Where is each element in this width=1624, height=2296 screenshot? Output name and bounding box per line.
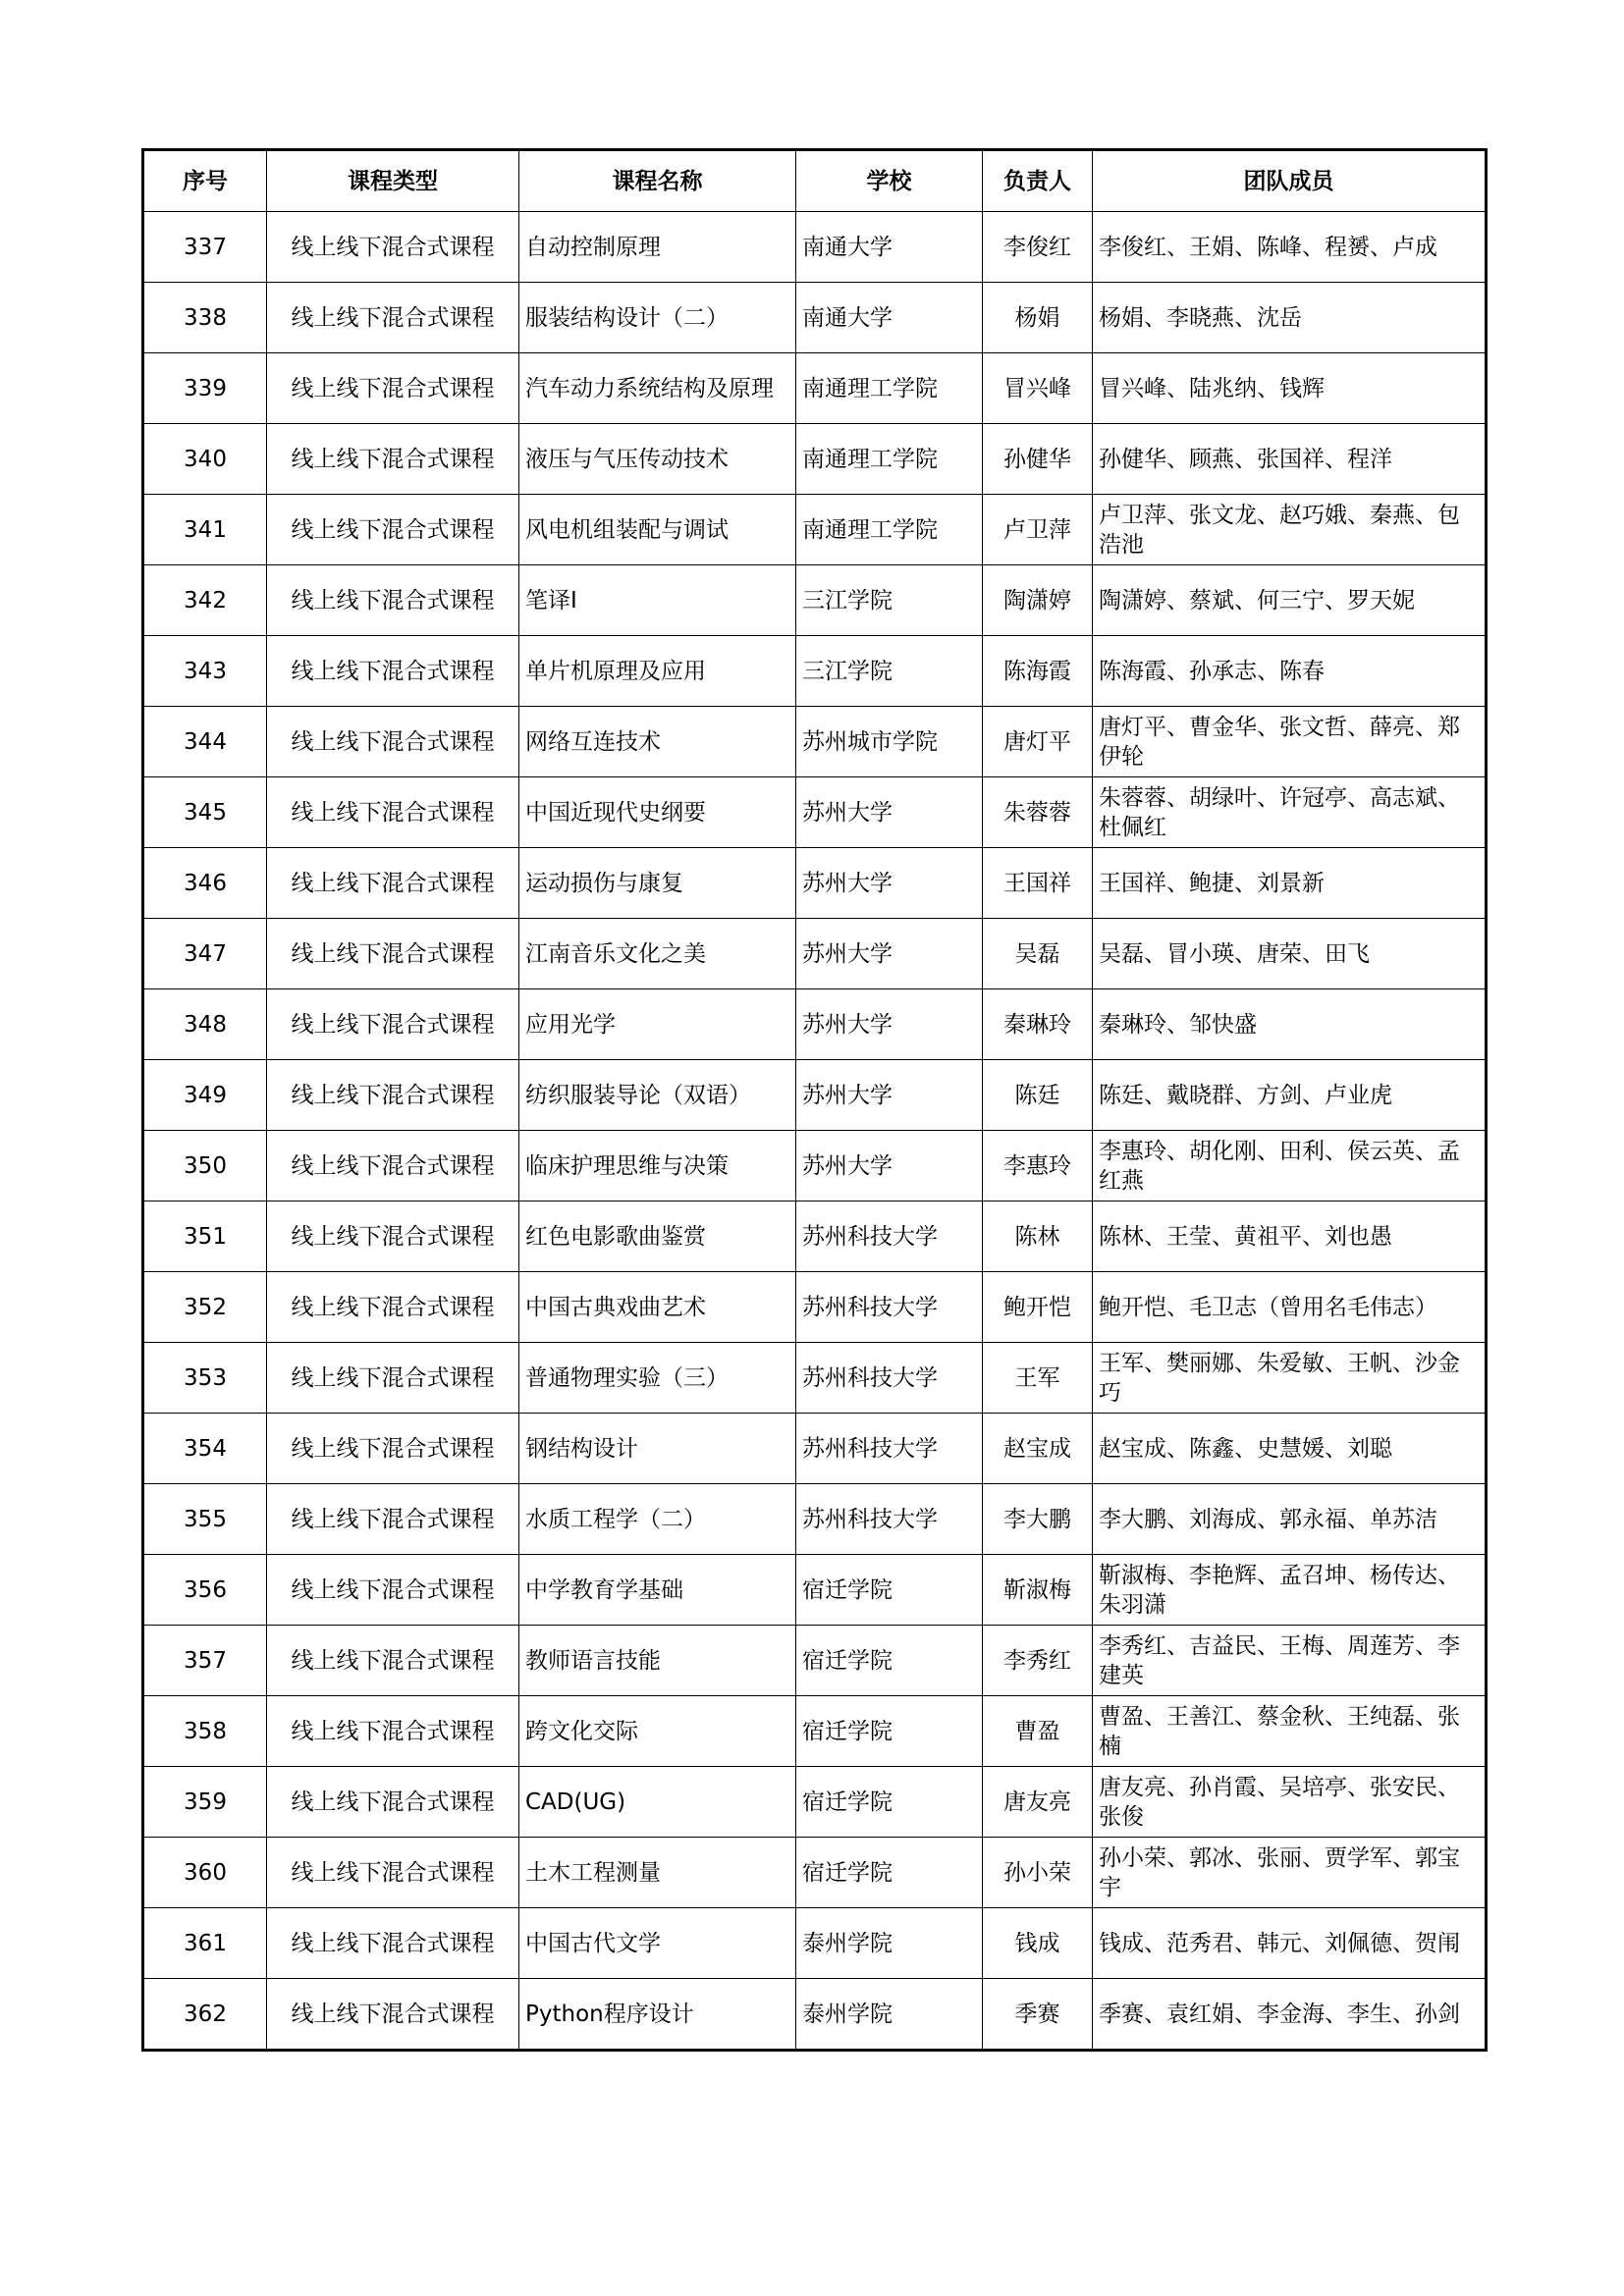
cell-team-members: 陈林、王莹、黄祖平、刘也愚 [1093, 1201, 1487, 1272]
cell-team-members: 王国祥、鲍捷、刘景新 [1093, 848, 1487, 919]
cell-course-name: 钢结构设计 [519, 1414, 796, 1484]
cell-team-members: 朱蓉蓉、胡绿叶、许冠亭、高志斌、杜佩红 [1093, 777, 1487, 848]
cell-leader: 李惠玲 [983, 1131, 1093, 1201]
cell-course-type: 线上线下混合式课程 [267, 848, 519, 919]
cell-leader: 陈廷 [983, 1060, 1093, 1131]
table-row [143, 707, 1487, 777]
cell-team-members: 曹盈、王善江、蔡金秋、王纯磊、张楠 [1093, 1696, 1487, 1767]
cell-school: 宿迁学院 [796, 1626, 983, 1696]
cell-leader: 孙健华 [983, 424, 1093, 495]
cell-school: 泰州学院 [796, 1908, 983, 1979]
cell-team-members: 卢卫萍、张文龙、赵巧娥、秦燕、包浩池 [1093, 495, 1487, 565]
cell-school: 三江学院 [796, 636, 983, 707]
cell-course-type: 线上线下混合式课程 [267, 1060, 519, 1131]
cell-school: 南通理工学院 [796, 353, 983, 424]
cell-course-type: 线上线下混合式课程 [267, 1979, 519, 2051]
cell-school: 苏州城市学院 [796, 707, 983, 777]
cell-leader: 朱蓉蓉 [983, 777, 1093, 848]
table-row [143, 848, 1487, 919]
cell-leader: 季赛 [983, 1979, 1093, 2051]
cell-course-name: 土木工程测量 [519, 1838, 796, 1908]
cell-course-type: 线上线下混合式课程 [267, 283, 519, 353]
table-row [143, 1343, 1487, 1414]
cell-team-members: 李惠玲、胡化刚、田利、侯云英、孟红燕 [1093, 1131, 1487, 1201]
cell-school: 宿迁学院 [796, 1767, 983, 1838]
cell-no: 342 [143, 565, 267, 636]
table-row [143, 565, 1487, 636]
table-row [143, 1555, 1487, 1626]
cell-course-type: 线上线下混合式课程 [267, 989, 519, 1060]
table-header [143, 150, 1487, 212]
cell-no: 344 [143, 707, 267, 777]
cell-school: 宿迁学院 [796, 1838, 983, 1908]
cell-course-name: 水质工程学（二） [519, 1484, 796, 1555]
cell-course-type: 线上线下混合式课程 [267, 1343, 519, 1414]
cell-school: 南通大学 [796, 283, 983, 353]
cell-course-type: 线上线下混合式课程 [267, 424, 519, 495]
cell-course-type: 线上线下混合式课程 [267, 707, 519, 777]
header-course-name: 课程名称 [519, 150, 796, 212]
cell-leader: 冒兴峰 [983, 353, 1093, 424]
table-body [143, 212, 1487, 2051]
cell-no: 337 [143, 212, 267, 283]
cell-no: 355 [143, 1484, 267, 1555]
cell-leader: 杨娟 [983, 283, 1093, 353]
cell-school: 苏州科技大学 [796, 1343, 983, 1414]
cell-leader: 李秀红 [983, 1626, 1093, 1696]
cell-course-type: 线上线下混合式课程 [267, 1838, 519, 1908]
table-row [143, 1979, 1487, 2051]
cell-course-name: 中学教育学基础 [519, 1555, 796, 1626]
cell-course-type: 线上线下混合式课程 [267, 1201, 519, 1272]
cell-school: 宿迁学院 [796, 1555, 983, 1626]
cell-course-type: 线上线下混合式课程 [267, 1414, 519, 1484]
cell-team-members: 李大鹏、刘海成、郭永福、单苏洁 [1093, 1484, 1487, 1555]
table-row [143, 424, 1487, 495]
cell-team-members: 钱成、范秀君、韩元、刘佩德、贺闱 [1093, 1908, 1487, 1979]
cell-no: 341 [143, 495, 267, 565]
cell-team-members: 秦琳玲、邹快盛 [1093, 989, 1487, 1060]
cell-course-type: 线上线下混合式课程 [267, 636, 519, 707]
header-no: 序号 [143, 150, 267, 212]
cell-course-type: 线上线下混合式课程 [267, 1626, 519, 1696]
cell-course-name: 笔译Ⅰ [519, 565, 796, 636]
cell-leader: 秦琳玲 [983, 989, 1093, 1060]
cell-team-members: 季赛、袁红娟、李金海、李生、孙剑 [1093, 1979, 1487, 2051]
cell-no: 353 [143, 1343, 267, 1414]
cell-team-members: 杨娟、李晓燕、沈岳 [1093, 283, 1487, 353]
cell-course-name: 单片机原理及应用 [519, 636, 796, 707]
cell-course-name: 中国古代文学 [519, 1908, 796, 1979]
cell-course-type: 线上线下混合式课程 [267, 1272, 519, 1343]
table-row [143, 636, 1487, 707]
cell-course-type: 线上线下混合式课程 [267, 919, 519, 989]
cell-course-type: 线上线下混合式课程 [267, 565, 519, 636]
cell-no: 346 [143, 848, 267, 919]
cell-no: 358 [143, 1696, 267, 1767]
cell-school: 南通理工学院 [796, 495, 983, 565]
header-course-type: 课程类型 [267, 150, 519, 212]
cell-no: 338 [143, 283, 267, 353]
cell-course-name: 中国近现代史纲要 [519, 777, 796, 848]
cell-course-name: 汽车动力系统结构及原理 [519, 353, 796, 424]
cell-school: 南通理工学院 [796, 424, 983, 495]
cell-no: 347 [143, 919, 267, 989]
cell-course-type: 线上线下混合式课程 [267, 1767, 519, 1838]
cell-school: 泰州学院 [796, 1979, 983, 2051]
cell-no: 356 [143, 1555, 267, 1626]
cell-school: 苏州科技大学 [796, 1272, 983, 1343]
cell-course-name: 中国古典戏曲艺术 [519, 1272, 796, 1343]
cell-course-type: 线上线下混合式课程 [267, 1484, 519, 1555]
cell-leader: 卢卫萍 [983, 495, 1093, 565]
cell-no: 359 [143, 1767, 267, 1838]
cell-team-members: 靳淑梅、李艳辉、孟召坤、杨传达、朱羽潇 [1093, 1555, 1487, 1626]
cell-no: 350 [143, 1131, 267, 1201]
cell-leader: 曹盈 [983, 1696, 1093, 1767]
cell-no: 345 [143, 777, 267, 848]
table-row [143, 777, 1487, 848]
cell-school: 苏州大学 [796, 777, 983, 848]
cell-course-name: CAD(UG) [519, 1767, 796, 1838]
table-row [143, 919, 1487, 989]
table-row [143, 1272, 1487, 1343]
cell-no: 339 [143, 353, 267, 424]
cell-course-name: 教师语言技能 [519, 1626, 796, 1696]
cell-leader: 孙小荣 [983, 1838, 1093, 1908]
cell-team-members: 唐灯平、曹金华、张文哲、薛亮、郑伊轮 [1093, 707, 1487, 777]
cell-school: 苏州大学 [796, 989, 983, 1060]
cell-team-members: 孙健华、顾燕、张国祥、程洋 [1093, 424, 1487, 495]
cell-leader: 唐灯平 [983, 707, 1093, 777]
cell-leader: 陈林 [983, 1201, 1093, 1272]
cell-leader: 靳淑梅 [983, 1555, 1093, 1626]
cell-school: 苏州大学 [796, 848, 983, 919]
table-row [143, 1696, 1487, 1767]
cell-course-name: 临床护理思维与决策 [519, 1131, 796, 1201]
cell-leader: 陈海霞 [983, 636, 1093, 707]
cell-course-name: 纺织服装导论（双语） [519, 1060, 796, 1131]
cell-course-name: 运动损伤与康复 [519, 848, 796, 919]
cell-team-members: 陶潇婷、蔡斌、何三宁、罗天妮 [1093, 565, 1487, 636]
cell-no: 360 [143, 1838, 267, 1908]
cell-team-members: 陈海霞、孙承志、陈春 [1093, 636, 1487, 707]
cell-course-name: 服装结构设计（二） [519, 283, 796, 353]
table-row [143, 212, 1487, 283]
cell-leader: 钱成 [983, 1908, 1093, 1979]
cell-leader: 王军 [983, 1343, 1093, 1414]
cell-team-members: 李秀红、吉益民、王梅、周莲芳、李建英 [1093, 1626, 1487, 1696]
cell-no: 362 [143, 1979, 267, 2051]
cell-course-name: 江南音乐文化之美 [519, 919, 796, 989]
cell-course-name: 跨文化交际 [519, 1696, 796, 1767]
table-row [143, 283, 1487, 353]
course-table [141, 148, 1488, 2052]
cell-team-members: 鲍开恺、毛卫志（曾用名毛伟志） [1093, 1272, 1487, 1343]
cell-course-type: 线上线下混合式课程 [267, 495, 519, 565]
cell-no: 349 [143, 1060, 267, 1131]
table-row [143, 1414, 1487, 1484]
cell-leader: 李俊红 [983, 212, 1093, 283]
cell-team-members: 李俊红、王娟、陈峰、程赟、卢成 [1093, 212, 1487, 283]
cell-course-name: 自动控制原理 [519, 212, 796, 283]
cell-course-name: 普通物理实验（三） [519, 1343, 796, 1414]
cell-school: 苏州大学 [796, 1131, 983, 1201]
cell-course-name: 应用光学 [519, 989, 796, 1060]
cell-no: 351 [143, 1201, 267, 1272]
cell-school: 三江学院 [796, 565, 983, 636]
cell-no: 352 [143, 1272, 267, 1343]
table-row [143, 353, 1487, 424]
cell-team-members: 孙小荣、郭冰、张丽、贾学军、郭宝宇 [1093, 1838, 1487, 1908]
cell-leader: 鲍开恺 [983, 1272, 1093, 1343]
table-row [143, 1626, 1487, 1696]
cell-team-members: 冒兴峰、陆兆纳、钱辉 [1093, 353, 1487, 424]
table-row [143, 495, 1487, 565]
table-row [143, 1908, 1487, 1979]
cell-leader: 李大鹏 [983, 1484, 1093, 1555]
header-row [143, 150, 1487, 212]
table-row [143, 1131, 1487, 1201]
header-leader: 负责人 [983, 150, 1093, 212]
cell-no: 340 [143, 424, 267, 495]
cell-course-type: 线上线下混合式课程 [267, 1555, 519, 1626]
cell-leader: 赵宝成 [983, 1414, 1093, 1484]
cell-school: 苏州大学 [796, 919, 983, 989]
cell-school: 苏州科技大学 [796, 1414, 983, 1484]
cell-team-members: 唐友亮、孙肖霞、吴培亭、张安民、张俊 [1093, 1767, 1487, 1838]
table-row [143, 1060, 1487, 1131]
cell-no: 361 [143, 1908, 267, 1979]
cell-course-type: 线上线下混合式课程 [267, 777, 519, 848]
cell-course-name: 液压与气压传动技术 [519, 424, 796, 495]
cell-course-name: 网络互连技术 [519, 707, 796, 777]
cell-leader: 吴磊 [983, 919, 1093, 989]
cell-course-type: 线上线下混合式课程 [267, 353, 519, 424]
cell-leader: 陶潇婷 [983, 565, 1093, 636]
cell-no: 357 [143, 1626, 267, 1696]
header-team-members: 团队成员 [1093, 150, 1487, 212]
cell-course-name: 风电机组装配与调试 [519, 495, 796, 565]
cell-no: 354 [143, 1414, 267, 1484]
cell-team-members: 吴磊、冒小瑛、唐荣、田飞 [1093, 919, 1487, 989]
table-row [143, 989, 1487, 1060]
cell-school: 苏州科技大学 [796, 1201, 983, 1272]
cell-course-type: 线上线下混合式课程 [267, 212, 519, 283]
cell-school: 南通大学 [796, 212, 983, 283]
cell-leader: 唐友亮 [983, 1767, 1093, 1838]
cell-course-type: 线上线下混合式课程 [267, 1696, 519, 1767]
table-row [143, 1484, 1487, 1555]
cell-course-type: 线上线下混合式课程 [267, 1908, 519, 1979]
cell-team-members: 赵宝成、陈鑫、史慧媛、刘聪 [1093, 1414, 1487, 1484]
table-row [143, 1201, 1487, 1272]
cell-course-name: Python程序设计 [519, 1979, 796, 2051]
cell-course-name: 红色电影歌曲鉴赏 [519, 1201, 796, 1272]
table-row [143, 1767, 1487, 1838]
cell-team-members: 陈廷、戴晓群、方剑、卢业虎 [1093, 1060, 1487, 1131]
table-row [143, 1838, 1487, 1908]
cell-no: 348 [143, 989, 267, 1060]
header-school: 学校 [796, 150, 983, 212]
cell-team-members: 王军、樊丽娜、朱爱敏、王帆、沙金巧 [1093, 1343, 1487, 1414]
cell-school: 苏州大学 [796, 1060, 983, 1131]
cell-course-type: 线上线下混合式课程 [267, 1131, 519, 1201]
cell-leader: 王国祥 [983, 848, 1093, 919]
cell-no: 343 [143, 636, 267, 707]
cell-school: 宿迁学院 [796, 1696, 983, 1767]
cell-school: 苏州科技大学 [796, 1484, 983, 1555]
